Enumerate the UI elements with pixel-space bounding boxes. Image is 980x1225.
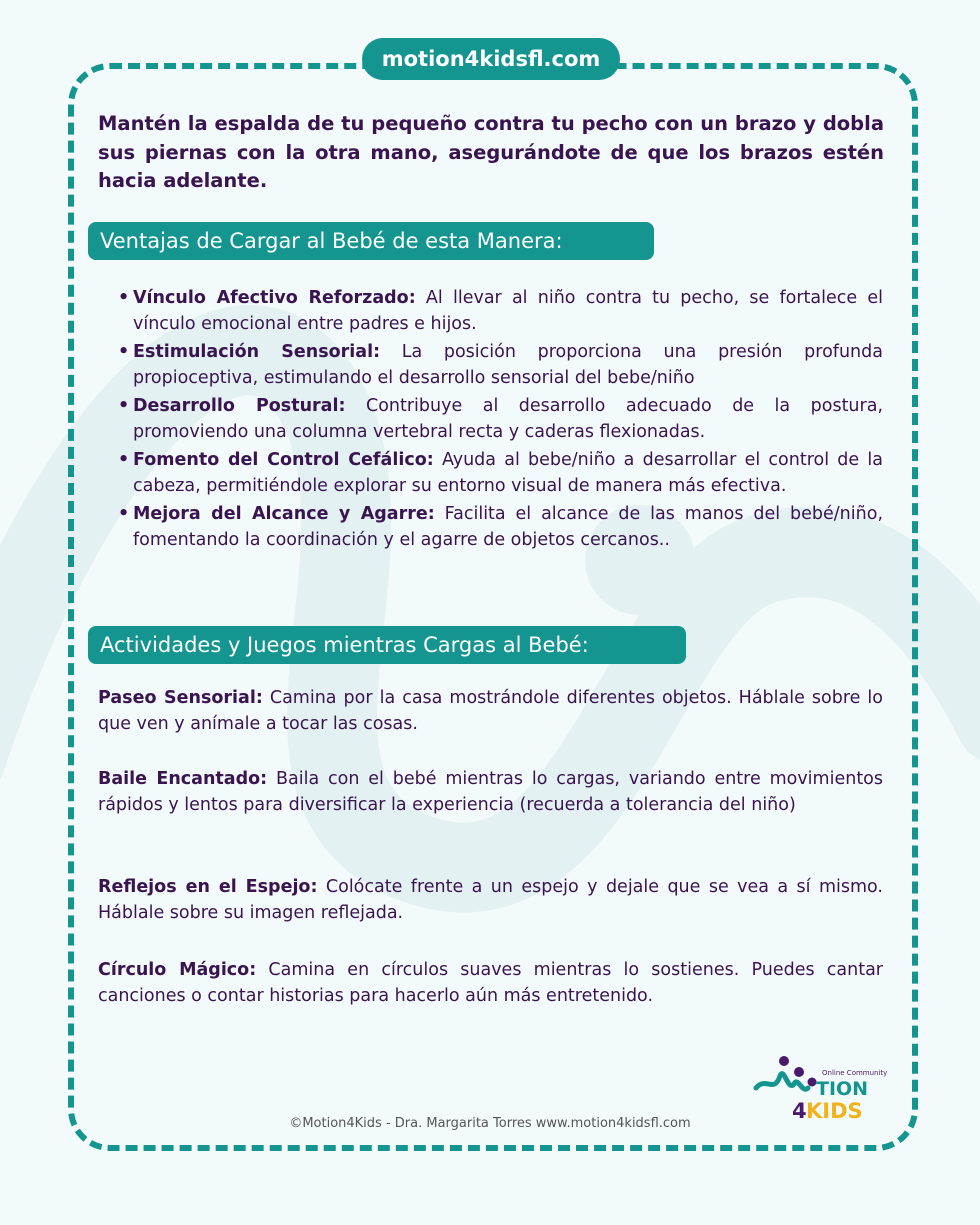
item-text: Contribuye al desarrollo adecuado de la postura, promoviendo una columna vertebral recta y caderas flexionadas. — [133, 396, 884, 442]
item-term: Vínculo Afectivo Reforzado: — [133, 288, 416, 308]
activity-paragraph — [98, 874, 883, 926]
item-text: Camina por la casa mostrándole diferentes objetos. Háblale sobre lo que ven y anímale a tocar las cosas. — [98, 688, 883, 734]
item-term: Círculo Mágico: — [98, 960, 257, 980]
activity-paragraph — [98, 685, 883, 737]
item-term: Mejora del Alcance y Agarre: — [133, 504, 435, 524]
benefits-list — [133, 285, 883, 555]
svg-text:KIDS: KIDS — [806, 1099, 863, 1123]
activity-paragraph — [98, 766, 883, 818]
item-text: Facilita el alcance de las manos del bebé/niño, fomentando la coordinación y el agarre de objetos cercanos.. — [133, 504, 884, 550]
site-badge[interactable]: motion4kidsfl.com — [362, 38, 620, 80]
section-heading-benefits: Ventajas de Cargar al Bebé de esta Manera: — [88, 222, 654, 260]
section-heading-activities: Actividades y Juegos mientras Cargas al Bebé: — [88, 626, 686, 664]
svg-text:TION: TION — [816, 1078, 869, 1100]
list-item — [133, 285, 883, 337]
list-item — [133, 393, 883, 445]
item-term: Reflejos en el Espejo: — [98, 877, 318, 897]
list-item — [133, 447, 883, 499]
svg-text:Online Community: Online Community — [822, 1069, 887, 1077]
item-term: Baile Encantado: — [98, 769, 268, 789]
item-text: Ayuda al bebe/niño a desarrollar el control de la cabeza, permitiéndole explorar su entorno visual de manera más efectiva. — [133, 450, 883, 496]
svg-text:4: 4 — [792, 1099, 807, 1123]
item-term: Estimulación Sensorial: — [133, 342, 381, 362]
item-term: Desarrollo Postural: — [133, 396, 346, 416]
item-text: Baila con el bebé mientras lo cargas, variando entre movimientos rápidos y lentos para diversificar la experiencia (recuerda a tolerancia del niño) — [98, 769, 883, 815]
item-term: Fomento del Control Cefálico: — [133, 450, 434, 470]
list-item — [133, 501, 883, 553]
activity-paragraph — [98, 957, 883, 1009]
item-text: Al llevar al niño contra tu pecho, se fortalece el vínculo emocional entre padres e hijos. — [133, 288, 883, 334]
item-text: Colócate frente a un espejo y dejale que se vea a sí mismo. Háblale sobre su imagen reflejada. — [98, 877, 883, 923]
item-text: La posición proporciona una presión profunda propioceptiva, estimulando el desarrollo sensorial del bebe/niño — [133, 342, 883, 388]
item-term: Paseo Sensorial: — [98, 688, 263, 708]
intro-text: Mantén la espalda de tu pequeño contra tu pecho con un brazo y dobla sus piernas con la otra mano, asegurándote de que los brazos estén hacia adelante. — [98, 112, 884, 192]
footer-credit: ©Motion4Kids - Dra. Margarita Torres www.motion4kidsfl.com — [289, 1116, 691, 1131]
list-item — [133, 339, 883, 391]
item-text: Camina en círculos suaves mientras lo sostienes. Puedes cantar canciones o contar historias para hacerlo aún más entretenido. — [98, 960, 883, 1006]
